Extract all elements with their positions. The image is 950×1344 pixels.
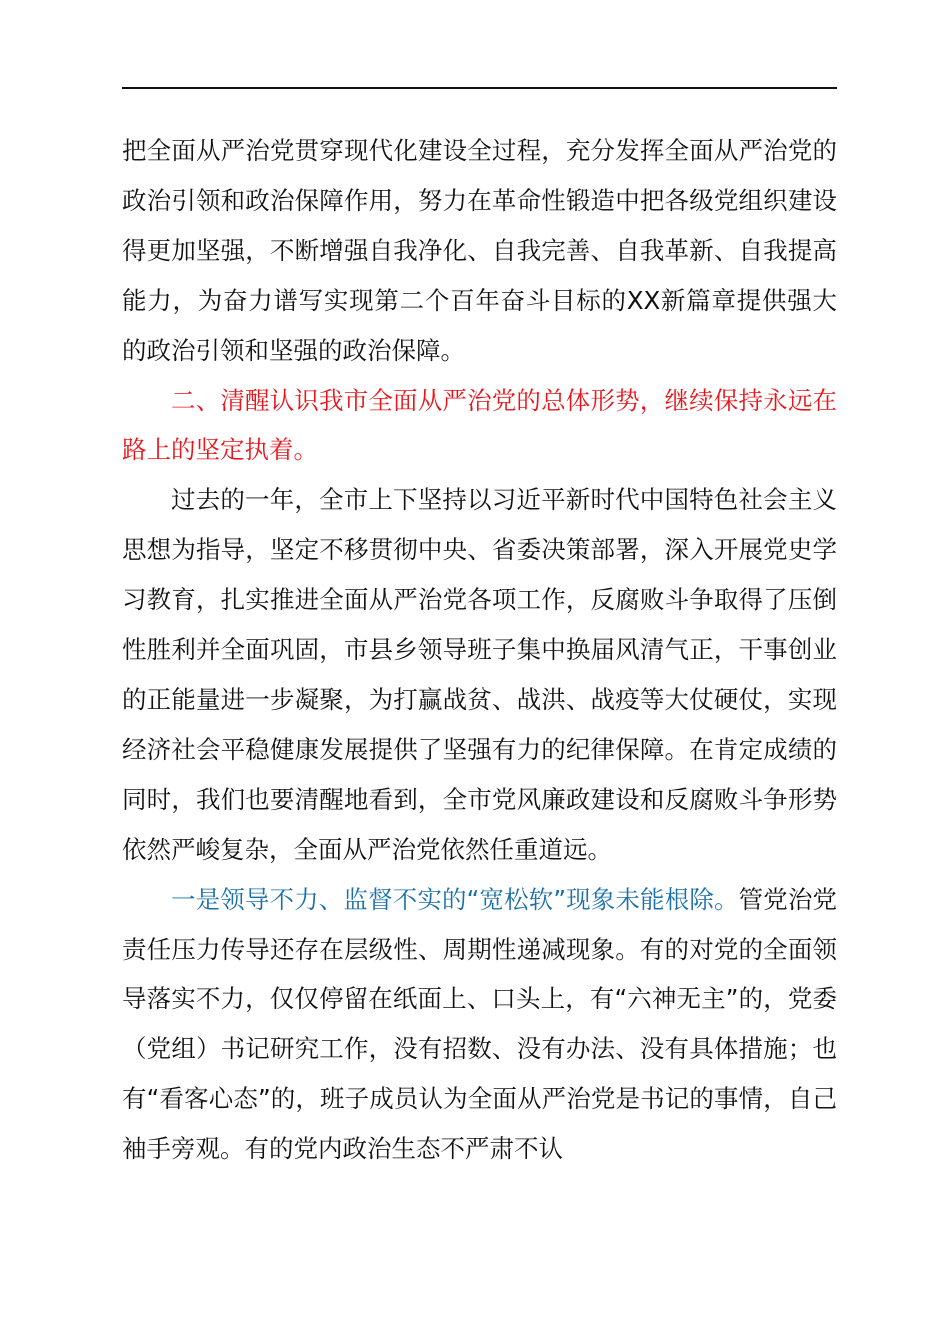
document-body	[122, 126, 837, 1174]
point-one-lead: 一是领导不力、监督不实的“宽松软”现象未能根除。	[171, 884, 739, 914]
section-heading-2: 二、清醒认识我市全面从严治党的总体形势，继续保持永远在路上的坚定执着。	[122, 385, 837, 465]
point-one-body: 管党治党责任压力传导还存在层级性、周期性递减现象。有的对党的全面领导落实不力，仅仅停留在纸面上、口头上，有“六神无主”的，党委（党组）书记研究工作，没有招数、没有办法、没有具体措施；也有“看客心态”的，班子成员认为全面从严治党是书记的事情，自己袖手旁观。有的党内政治生态不严肃不认	[122, 884, 837, 1164]
paragraph-point-one	[122, 875, 837, 1174]
paragraph-situation: 过去的一年，全市上下坚持以习近平新时代中国特色社会主义思想为指导，坚定不移贯彻中央、省委决策部署，深入开展党史学习教育，扎实推进全面从严治党各项工作，反腐败斗争取得了压倒性胜利并全面巩固，市县乡领导班子集中换届风清气正，干事创业的正能量进一步凝聚，为打赢战贫、战洪、战疫等大仗硬仗，实现经济社会平稳健康发展提供了坚强有力的纪律保障。在肯定成绩的同时，我们也要清醒地看到，全市党风廉政建设和反腐败斗争形势依然严峻复杂，全面从严治党依然任重道远。	[122, 485, 837, 864]
paragraph-continuation: 把全面从严治党贯穿现代化建设全过程，充分发挥全面从严治党的政治引领和政治保障作用，努力在革命性锻造中把各级党组织建设得更加坚强，不断增强自我净化、自我完善、自我革新、自我提高能力，为奋力谱写实现第二个百年奋斗目标的XX新篇章提供强大的政治引领和坚强的政治保障。	[122, 136, 837, 365]
header-rule	[122, 87, 837, 89]
